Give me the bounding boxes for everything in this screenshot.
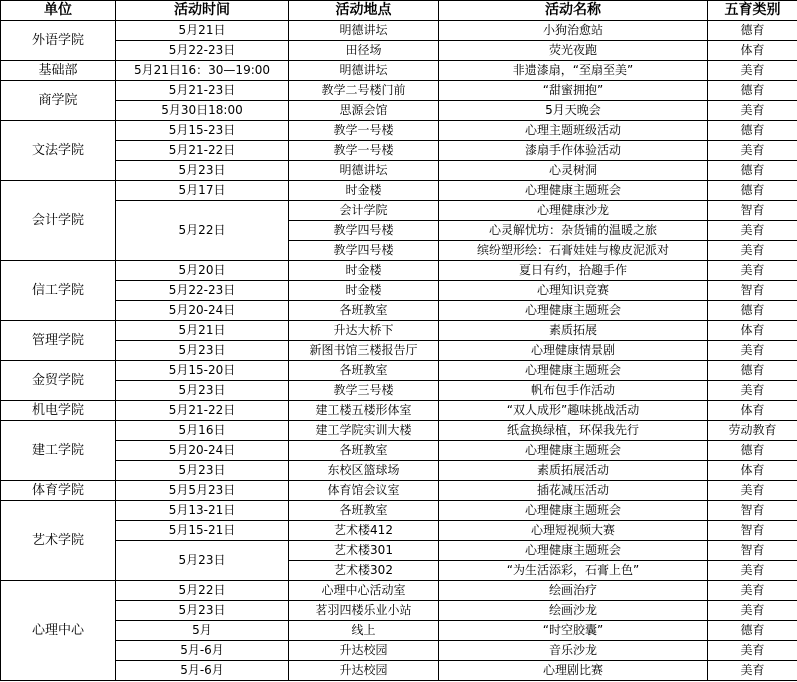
table-row: [1, 281, 797, 301]
time-cell: 5月21-23日: [116, 81, 289, 101]
place-cell: 各班教室: [289, 301, 439, 321]
place-cell: 升达校园: [289, 641, 439, 661]
table-row: [1, 441, 797, 461]
category-cell: 德育: [708, 81, 797, 101]
activity-name-cell: 心理剧比赛: [439, 661, 708, 681]
table-row: [1, 481, 797, 501]
category-cell: 德育: [708, 181, 797, 201]
unit-cell: 艺术学院: [1, 501, 116, 581]
category-cell: 体育: [708, 41, 797, 61]
table-row: [1, 621, 797, 641]
table-row: [1, 161, 797, 181]
time-cell: 5月15-23日: [116, 121, 289, 141]
activity-name-cell: “双人成形”趣味挑战活动: [439, 401, 708, 421]
unit-cell: 文法学院: [1, 121, 116, 181]
category-cell: 体育: [708, 321, 797, 341]
category-cell: 德育: [708, 361, 797, 381]
time-cell: 5月21日16：30—19:00: [116, 61, 289, 81]
place-cell: 体育馆会议室: [289, 481, 439, 501]
activity-name-cell: 素质拓展活动: [439, 461, 708, 481]
place-cell: 时金楼: [289, 281, 439, 301]
activity-name-cell: 心理主题班级活动: [439, 121, 708, 141]
place-cell: 思源会馆: [289, 101, 439, 121]
place-cell: 心理中心活动室: [289, 581, 439, 601]
time-cell: 5月21-22日: [116, 141, 289, 161]
time-cell: 5月23日: [116, 461, 289, 481]
place-cell: 教学四号楼: [289, 221, 439, 241]
table-row: [1, 101, 797, 121]
activity-name-cell: 心理健康主题班会: [439, 181, 708, 201]
activity-name-cell: 心灵树洞: [439, 161, 708, 181]
place-cell: 艺术楼412: [289, 521, 439, 541]
place-cell: 教学二号楼门前: [289, 81, 439, 101]
time-cell: 5月15-20日: [116, 361, 289, 381]
activity-name-cell: 心理健康主题班会: [439, 361, 708, 381]
unit-cell: 信工学院: [1, 261, 116, 321]
time-cell: 5月21日: [116, 321, 289, 341]
category-cell: 美育: [708, 641, 797, 661]
table-row: [1, 381, 797, 401]
activity-name-cell: 纸盒换绿植，环保我先行: [439, 421, 708, 441]
table-row: [1, 401, 797, 421]
category-cell: 德育: [708, 301, 797, 321]
category-cell: 智育: [708, 521, 797, 541]
table-row: [1, 121, 797, 141]
time-cell: 5月: [116, 621, 289, 641]
category-cell: 美育: [708, 661, 797, 681]
header-unit: 单位: [1, 1, 116, 21]
category-cell: 智育: [708, 281, 797, 301]
time-cell: 5月17日: [116, 181, 289, 201]
table-row: [1, 41, 797, 61]
activity-name-cell: “时空胶囊”: [439, 621, 708, 641]
time-cell: 5月13-21日: [116, 501, 289, 521]
time-cell: 5月5月23日: [116, 481, 289, 501]
category-cell: 德育: [708, 21, 797, 41]
place-cell: 会计学院: [289, 201, 439, 221]
activity-name-cell: “为生活添彩，石膏上色”: [439, 561, 708, 581]
table-row: [1, 581, 797, 601]
unit-cell: 基础部: [1, 61, 116, 81]
category-cell: 美育: [708, 61, 797, 81]
time-cell: 5月30日18:00: [116, 101, 289, 121]
place-cell: 升达大桥下: [289, 321, 439, 341]
category-cell: 体育: [708, 461, 797, 481]
category-cell: 美育: [708, 101, 797, 121]
time-cell: 5月23日: [116, 341, 289, 361]
table-row: [1, 261, 797, 281]
category-cell: 美育: [708, 561, 797, 581]
table-body: [1, 21, 797, 681]
table-row: [1, 501, 797, 521]
table-row: [1, 641, 797, 661]
table-row: [1, 521, 797, 541]
table-row: [1, 421, 797, 441]
unit-cell: 管理学院: [1, 321, 116, 361]
time-cell: 5月23日: [116, 381, 289, 401]
activity-name-cell: 心理健康主题班会: [439, 541, 708, 561]
time-cell: 5月20日: [116, 261, 289, 281]
time-cell: 5月16日: [116, 421, 289, 441]
activity-name-cell: 绘画治疗: [439, 581, 708, 601]
activity-name-cell: 绘画沙龙: [439, 601, 708, 621]
category-cell: 美育: [708, 481, 797, 501]
table-row: [1, 361, 797, 381]
category-cell: 智育: [708, 201, 797, 221]
table-row: [1, 541, 797, 561]
header-time: 活动时间: [116, 1, 289, 21]
time-cell: 5月23日: [116, 541, 289, 581]
table-row: [1, 21, 797, 41]
activity-name-cell: 荧光夜跑: [439, 41, 708, 61]
time-cell: 5月21日: [116, 21, 289, 41]
category-cell: 美育: [708, 341, 797, 361]
activity-name-cell: 心灵解忧坊：杂货铺的温暖之旅: [439, 221, 708, 241]
unit-cell: 外语学院: [1, 21, 116, 61]
time-cell: 5月-6月: [116, 641, 289, 661]
activity-name-cell: 心理健康沙龙: [439, 201, 708, 221]
table-row: [1, 341, 797, 361]
time-cell: 5月22日: [116, 581, 289, 601]
category-cell: 智育: [708, 501, 797, 521]
table-row: [1, 461, 797, 481]
activity-name-cell: 插花减压活动: [439, 481, 708, 501]
category-cell: 劳动教育: [708, 421, 797, 441]
place-cell: 时金楼: [289, 261, 439, 281]
place-cell: 明德讲坛: [289, 61, 439, 81]
activity-name-cell: 心理知识竞赛: [439, 281, 708, 301]
place-cell: 各班教室: [289, 501, 439, 521]
activity-name-cell: 帆布包手作活动: [439, 381, 708, 401]
place-cell: 艺术楼302: [289, 561, 439, 581]
category-cell: 美育: [708, 261, 797, 281]
category-cell: 美育: [708, 221, 797, 241]
place-cell: 田径场: [289, 41, 439, 61]
place-cell: 各班教室: [289, 441, 439, 461]
activity-name-cell: 心理健康主题班会: [439, 301, 708, 321]
activity-name-cell: 非遗漆扇，“至扇至美”: [439, 61, 708, 81]
activity-name-cell: 漆扇手作体验活动: [439, 141, 708, 161]
place-cell: 明德讲坛: [289, 161, 439, 181]
place-cell: 升达校园: [289, 661, 439, 681]
place-cell: 艺术楼301: [289, 541, 439, 561]
table-row: [1, 81, 797, 101]
activity-name-cell: 心理短视频大赛: [439, 521, 708, 541]
category-cell: 德育: [708, 121, 797, 141]
time-cell: 5月15-21日: [116, 521, 289, 541]
category-cell: 美育: [708, 581, 797, 601]
category-cell: 体育: [708, 401, 797, 421]
header-category: 五育类别: [708, 1, 797, 21]
table-row: [1, 141, 797, 161]
activity-name-cell: 夏日有约，拾趣手作: [439, 261, 708, 281]
table-row: [1, 181, 797, 201]
table-row: [1, 301, 797, 321]
unit-cell: 机电学院: [1, 401, 116, 421]
place-cell: 线上: [289, 621, 439, 641]
time-cell: 5月22-23日: [116, 281, 289, 301]
place-cell: 教学三号楼: [289, 381, 439, 401]
activity-name-cell: “甜蜜拥抱”: [439, 81, 708, 101]
category-cell: 德育: [708, 621, 797, 641]
activity-name-cell: 音乐沙龙: [439, 641, 708, 661]
unit-cell: 会计学院: [1, 181, 116, 261]
activity-name-cell: 5月天晚会: [439, 101, 708, 121]
place-cell: 教学一号楼: [289, 141, 439, 161]
time-cell: 5月21-22日: [116, 401, 289, 421]
activity-name-cell: 缤纷塑形绘：石膏娃娃与橡皮泥派对: [439, 241, 708, 261]
place-cell: 茗羽四楼乐业小站: [289, 601, 439, 621]
place-cell: 建工楼五楼形体室: [289, 401, 439, 421]
activity-name-cell: 素质拓展: [439, 321, 708, 341]
time-cell: 5月-6月: [116, 661, 289, 681]
category-cell: 美育: [708, 601, 797, 621]
table-row: [1, 61, 797, 81]
time-cell: 5月23日: [116, 161, 289, 181]
activity-name-cell: 小狗治愈站: [439, 21, 708, 41]
unit-cell: 金贸学院: [1, 361, 116, 401]
table-row: [1, 321, 797, 341]
place-cell: 教学一号楼: [289, 121, 439, 141]
time-cell: 5月20-24日: [116, 301, 289, 321]
activity-name-cell: 心理健康主题班会: [439, 441, 708, 461]
category-cell: 美育: [708, 241, 797, 261]
place-cell: 各班教室: [289, 361, 439, 381]
activity-name-cell: 心理健康主题班会: [439, 501, 708, 521]
category-cell: 美育: [708, 141, 797, 161]
place-cell: 教学四号楼: [289, 241, 439, 261]
time-cell: 5月22-23日: [116, 41, 289, 61]
place-cell: 东校区篮球场: [289, 461, 439, 481]
activity-name-cell: 心理健康情景剧: [439, 341, 708, 361]
place-cell: 建工学院实训大楼: [289, 421, 439, 441]
unit-cell: 商学院: [1, 81, 116, 121]
header-row: [1, 1, 797, 21]
category-cell: 智育: [708, 541, 797, 561]
place-cell: 明德讲坛: [289, 21, 439, 41]
place-cell: 新图书馆三楼报告厅: [289, 341, 439, 361]
table-row: [1, 661, 797, 681]
unit-cell: 心理中心: [1, 581, 116, 681]
header-activity-name: 活动名称: [439, 1, 708, 21]
header-place: 活动地点: [289, 1, 439, 21]
time-cell: 5月20-24日: [116, 441, 289, 461]
category-cell: 德育: [708, 441, 797, 461]
category-cell: 德育: [708, 161, 797, 181]
unit-cell: 体育学院: [1, 481, 116, 501]
category-cell: 美育: [708, 381, 797, 401]
table-row: [1, 201, 797, 221]
unit-cell: 建工学院: [1, 421, 116, 481]
place-cell: 时金楼: [289, 181, 439, 201]
time-cell: 5月22日: [116, 201, 289, 261]
table-row: [1, 601, 797, 621]
time-cell: 5月23日: [116, 601, 289, 621]
